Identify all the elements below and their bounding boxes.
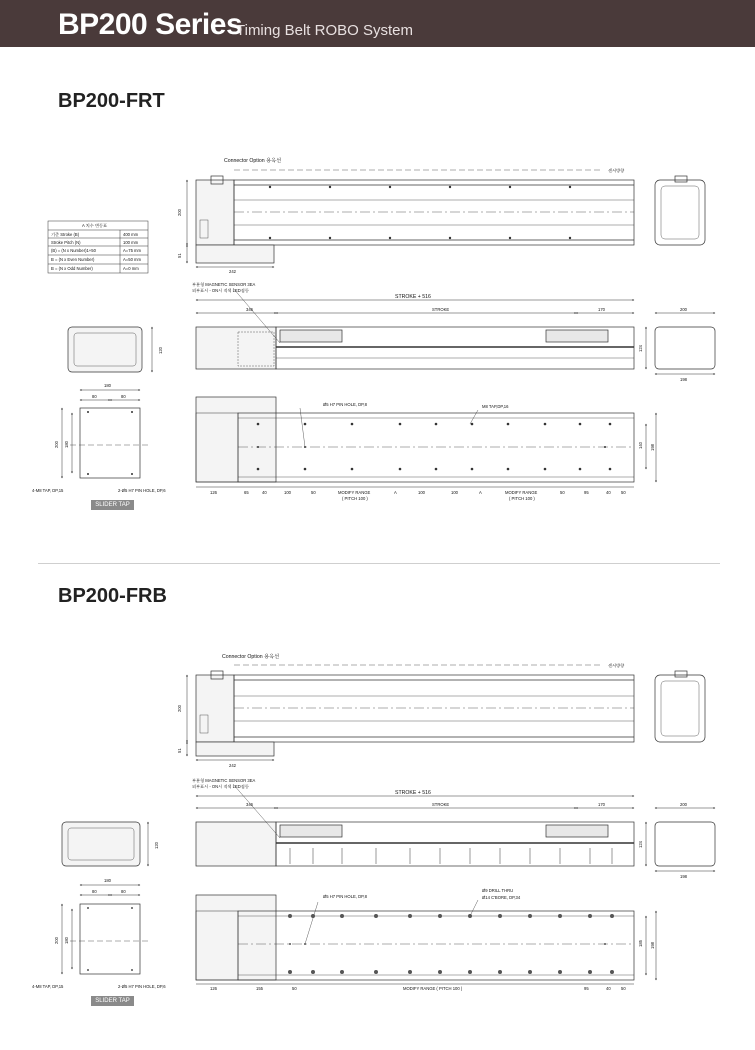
dim-120: 120 bbox=[158, 347, 163, 354]
dim-198: 198 bbox=[680, 874, 687, 879]
table-cell: Stroke Pitch (N) bbox=[51, 240, 81, 245]
svg-text:126: 126 bbox=[210, 986, 217, 991]
frb-side-view bbox=[62, 784, 715, 871]
svg-text:MODIFY RANGE ( PITCH 100 ): MODIFY RANGE ( PITCH 100 ) bbox=[403, 986, 463, 991]
dim-140: 140 bbox=[638, 442, 643, 449]
frb-top-view bbox=[187, 665, 705, 760]
section-title-frt: BP200-FRT bbox=[58, 90, 165, 112]
frt-top-view-holes bbox=[269, 186, 571, 239]
tap-left-label: 4-M8 TAP, DP,15 bbox=[32, 488, 64, 493]
sensor-label: 부분형 MAGNETIC SENSOR 3EA bbox=[192, 778, 256, 783]
connector-label: Connector Option 용옥선 bbox=[224, 158, 282, 164]
svg-text:65: 65 bbox=[244, 490, 249, 495]
frb-side-bolts bbox=[290, 848, 612, 864]
dim-198: 198 bbox=[650, 444, 655, 451]
frt-top-view bbox=[187, 170, 705, 267]
svg-text:40: 40 bbox=[606, 986, 611, 991]
dim-80: 80 bbox=[121, 394, 126, 399]
section-title-frb: BP200-FRB bbox=[58, 585, 167, 607]
pin-hole-label: Ø5 H7 PIN HOLE, DP,8 bbox=[323, 894, 367, 899]
table-cell: (B) = (N x Number)1+50 bbox=[51, 248, 96, 253]
dim-200: 200 bbox=[177, 209, 182, 216]
svg-text:50: 50 bbox=[311, 490, 316, 495]
frb-bottom-dims bbox=[210, 986, 626, 991]
table-cell: A=75 mm bbox=[123, 248, 142, 253]
svg-text:95: 95 bbox=[584, 986, 589, 991]
dim-180: 180 bbox=[64, 937, 69, 944]
series-subtitle: Timing Belt ROBO System bbox=[236, 22, 413, 39]
table-cell: 기준 Stroke (B) bbox=[51, 232, 80, 237]
svg-text:100: 100 bbox=[418, 490, 425, 495]
svg-text:100: 100 bbox=[451, 490, 458, 495]
svg-text:A: A bbox=[394, 490, 397, 495]
frt-side-view bbox=[68, 288, 715, 374]
dim-200: 200 bbox=[680, 802, 687, 807]
frt-plan-holes bbox=[87, 411, 611, 475]
connector-label: Connector Option 용옥선 bbox=[222, 654, 280, 660]
table-header: A 치수 변동표 bbox=[82, 223, 108, 228]
pin-left-label: 2-Ø5 H7 PIN HOLE, DP,6 bbox=[118, 488, 166, 493]
pin-left-label: 2-Ø5 H7 PIN HOLE, DP,6 bbox=[118, 984, 166, 989]
dim-185: 185 bbox=[638, 940, 643, 947]
svg-text:40: 40 bbox=[262, 490, 267, 495]
dim-124: 124 bbox=[638, 841, 643, 848]
dim-198: 198 bbox=[680, 377, 687, 382]
series-title: BP200 Series bbox=[58, 8, 243, 41]
svg-text:A: A bbox=[479, 490, 482, 495]
slider-tap-tag: SLIDER TAP bbox=[91, 500, 134, 510]
stroke-total-label: STROKE + 516 bbox=[395, 790, 431, 796]
svg-text:50: 50 bbox=[621, 986, 626, 991]
dim-242: 242 bbox=[229, 269, 236, 274]
dim-200: 200 bbox=[680, 307, 687, 312]
frb-plan-view bbox=[62, 885, 656, 984]
sensor-label: 부분형 MAGNETIC SENSOR 3EA bbox=[192, 282, 256, 287]
table-cell: B = (N x Even Number) bbox=[51, 257, 95, 262]
svg-text:50: 50 bbox=[621, 490, 626, 495]
svg-text:50: 50 bbox=[292, 986, 297, 991]
stroke-total-label: STROKE + 516 bbox=[395, 294, 431, 300]
dim-120: 120 bbox=[154, 842, 159, 849]
sensor-direction-note: 센서방향 bbox=[608, 168, 625, 173]
dim-80: 80 bbox=[92, 889, 97, 894]
cbore-label: Ø14 C'BORE, DP,34 bbox=[482, 895, 521, 900]
dim-80: 80 bbox=[92, 394, 97, 399]
table-cell: 100 mm bbox=[123, 240, 139, 245]
table-cell: B = (N x Odd Number) bbox=[51, 266, 93, 271]
dim-51: 51 bbox=[177, 748, 182, 753]
svg-text:50: 50 bbox=[560, 490, 565, 495]
table-cell: 400 mm bbox=[123, 232, 139, 237]
svg-text:40: 40 bbox=[606, 490, 611, 495]
svg-text:MODIFY RANGE: MODIFY RANGE bbox=[505, 490, 538, 495]
dim-80: 80 bbox=[121, 889, 126, 894]
stroke-label: STROKE bbox=[432, 802, 450, 807]
svg-text:MODIFY RANGE: MODIFY RANGE bbox=[338, 490, 371, 495]
table-cell: A=0 mm bbox=[123, 266, 139, 271]
svg-text:( PITCH 100 ): ( PITCH 100 ) bbox=[342, 496, 368, 501]
svg-text:100: 100 bbox=[284, 490, 291, 495]
svg-text:155: 155 bbox=[256, 986, 263, 991]
dim-180: 180 bbox=[64, 441, 69, 448]
stroke-label: STROKE bbox=[432, 307, 450, 312]
dim-346: 346 bbox=[246, 802, 253, 807]
dim-170: 170 bbox=[598, 802, 605, 807]
table-cell: A=50 mm bbox=[123, 257, 142, 262]
sensor-note: 외부표시 - ON시 적색 LED점등 bbox=[192, 288, 249, 293]
frb-plan-holes bbox=[87, 907, 614, 974]
dim-346: 346 bbox=[246, 307, 253, 312]
svg-text:( PITCH 100 ): ( PITCH 100 ) bbox=[509, 496, 535, 501]
dim-124: 124 bbox=[638, 345, 643, 352]
dim-170: 170 bbox=[598, 307, 605, 312]
svg-text:95: 95 bbox=[584, 490, 589, 495]
dim-198: 198 bbox=[650, 942, 655, 949]
dim-51: 51 bbox=[177, 253, 182, 258]
dim-200: 200 bbox=[54, 937, 59, 944]
frt-bottom-dims bbox=[210, 490, 626, 501]
sensor-direction-note: 센서방향 bbox=[608, 663, 625, 668]
pin-hole-label: Ø5 H7 PIN HOLE, DP,8 bbox=[323, 402, 367, 407]
dim-200: 200 bbox=[54, 441, 59, 448]
sensor-note: 외부표시 - ON시 적색 LED점등 bbox=[192, 784, 249, 789]
svg-text:126: 126 bbox=[210, 490, 217, 495]
dim-180: 180 bbox=[104, 383, 111, 388]
tap-label: M8 TAP,DP,16 bbox=[482, 404, 509, 409]
dim-242: 242 bbox=[229, 763, 236, 768]
drill-label: Ø9 DRILL THRU bbox=[482, 888, 514, 893]
dim-200: 200 bbox=[177, 705, 182, 712]
slider-tap-tag: SLIDER TAP bbox=[91, 996, 134, 1006]
tap-left-label: 4-M8 TAP, DP,15 bbox=[32, 984, 64, 989]
dim-180: 180 bbox=[104, 878, 111, 883]
